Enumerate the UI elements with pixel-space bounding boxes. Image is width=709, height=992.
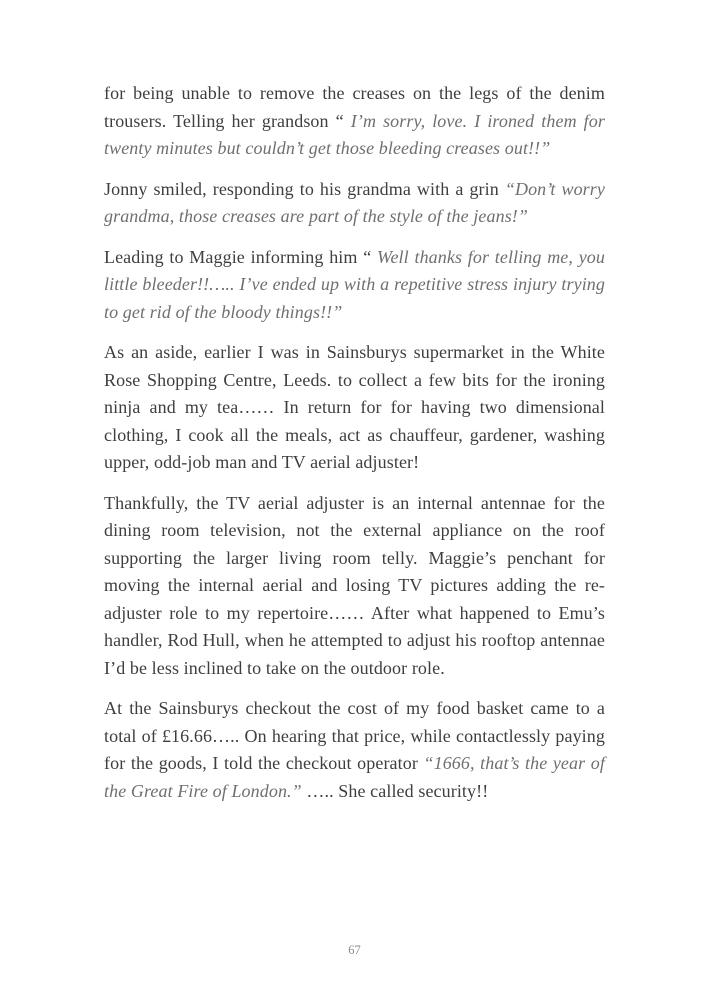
quote-text: “1666, that’s the year of the Great Fire of London.” xyxy=(104,753,605,801)
paragraph-text: Jonny smiled, responding to his grandma with a grin xyxy=(104,178,505,199)
paragraph-text: Thankfully, the TV aerial adjuster is an internal antennae for the dining room television, not the external appliance on the roof supporting the larger living room telly. Maggie’s penchant for moving the internal aerial and losing TV pictures adding the re-adjuster role to my repertoire…… After what happened to Emu’s handler, Rod Hull, when he attempted to adjust his rooftop antennae I’d be less inclined to take on the outdoor role. xyxy=(104,492,605,678)
paragraph-jonny-smiled xyxy=(104,176,605,231)
quote-text: “Don’t worry grandma, those creases are part of the style of the jeans!” xyxy=(104,178,605,226)
paragraph-tv-aerial xyxy=(104,490,605,683)
paragraph-text: As an aside, earlier I was in Sainsburys supermarket in the White Rose Shopping Centre, Leeds. to collect a few bits for the ironing ninja and my tea…… In return for for having two dimensional clothing, I cook all the meals, act as chauffeur, gardener, washing upper, odd-job man and TV aerial adjuster! xyxy=(104,342,605,472)
page-content xyxy=(104,80,605,805)
paragraph-maggie-informing xyxy=(104,244,605,327)
paragraph-ironing-apology xyxy=(104,80,605,163)
quote-text: I’m sorry, love. I ironed them for twenty minutes but couldn’t get those bleeding creases out!!” xyxy=(104,110,605,158)
page-number: 67 xyxy=(348,943,361,957)
paragraph-text: for being unable to remove the creases on the legs of the denim trousers. Telling her grandson “ xyxy=(104,83,605,131)
paragraph-text: Leading to Maggie informing him “ xyxy=(104,246,378,267)
paragraph-sainsburys-aside xyxy=(104,339,605,477)
paragraph-checkout xyxy=(104,695,605,805)
paragraph-text: ….. She called security!! xyxy=(301,780,489,801)
quote-text: Well thanks for telling me, you little bleeder!!….. I’ve ended up with a repetitive stress injury trying to get rid of the bloody things!!” xyxy=(104,246,606,322)
paragraph-text: At the Sainsburys checkout the cost of my food basket came to a total of £16.66….. On hearing that price, while contactlessly paying for the goods, I told the checkout operator xyxy=(104,698,605,773)
